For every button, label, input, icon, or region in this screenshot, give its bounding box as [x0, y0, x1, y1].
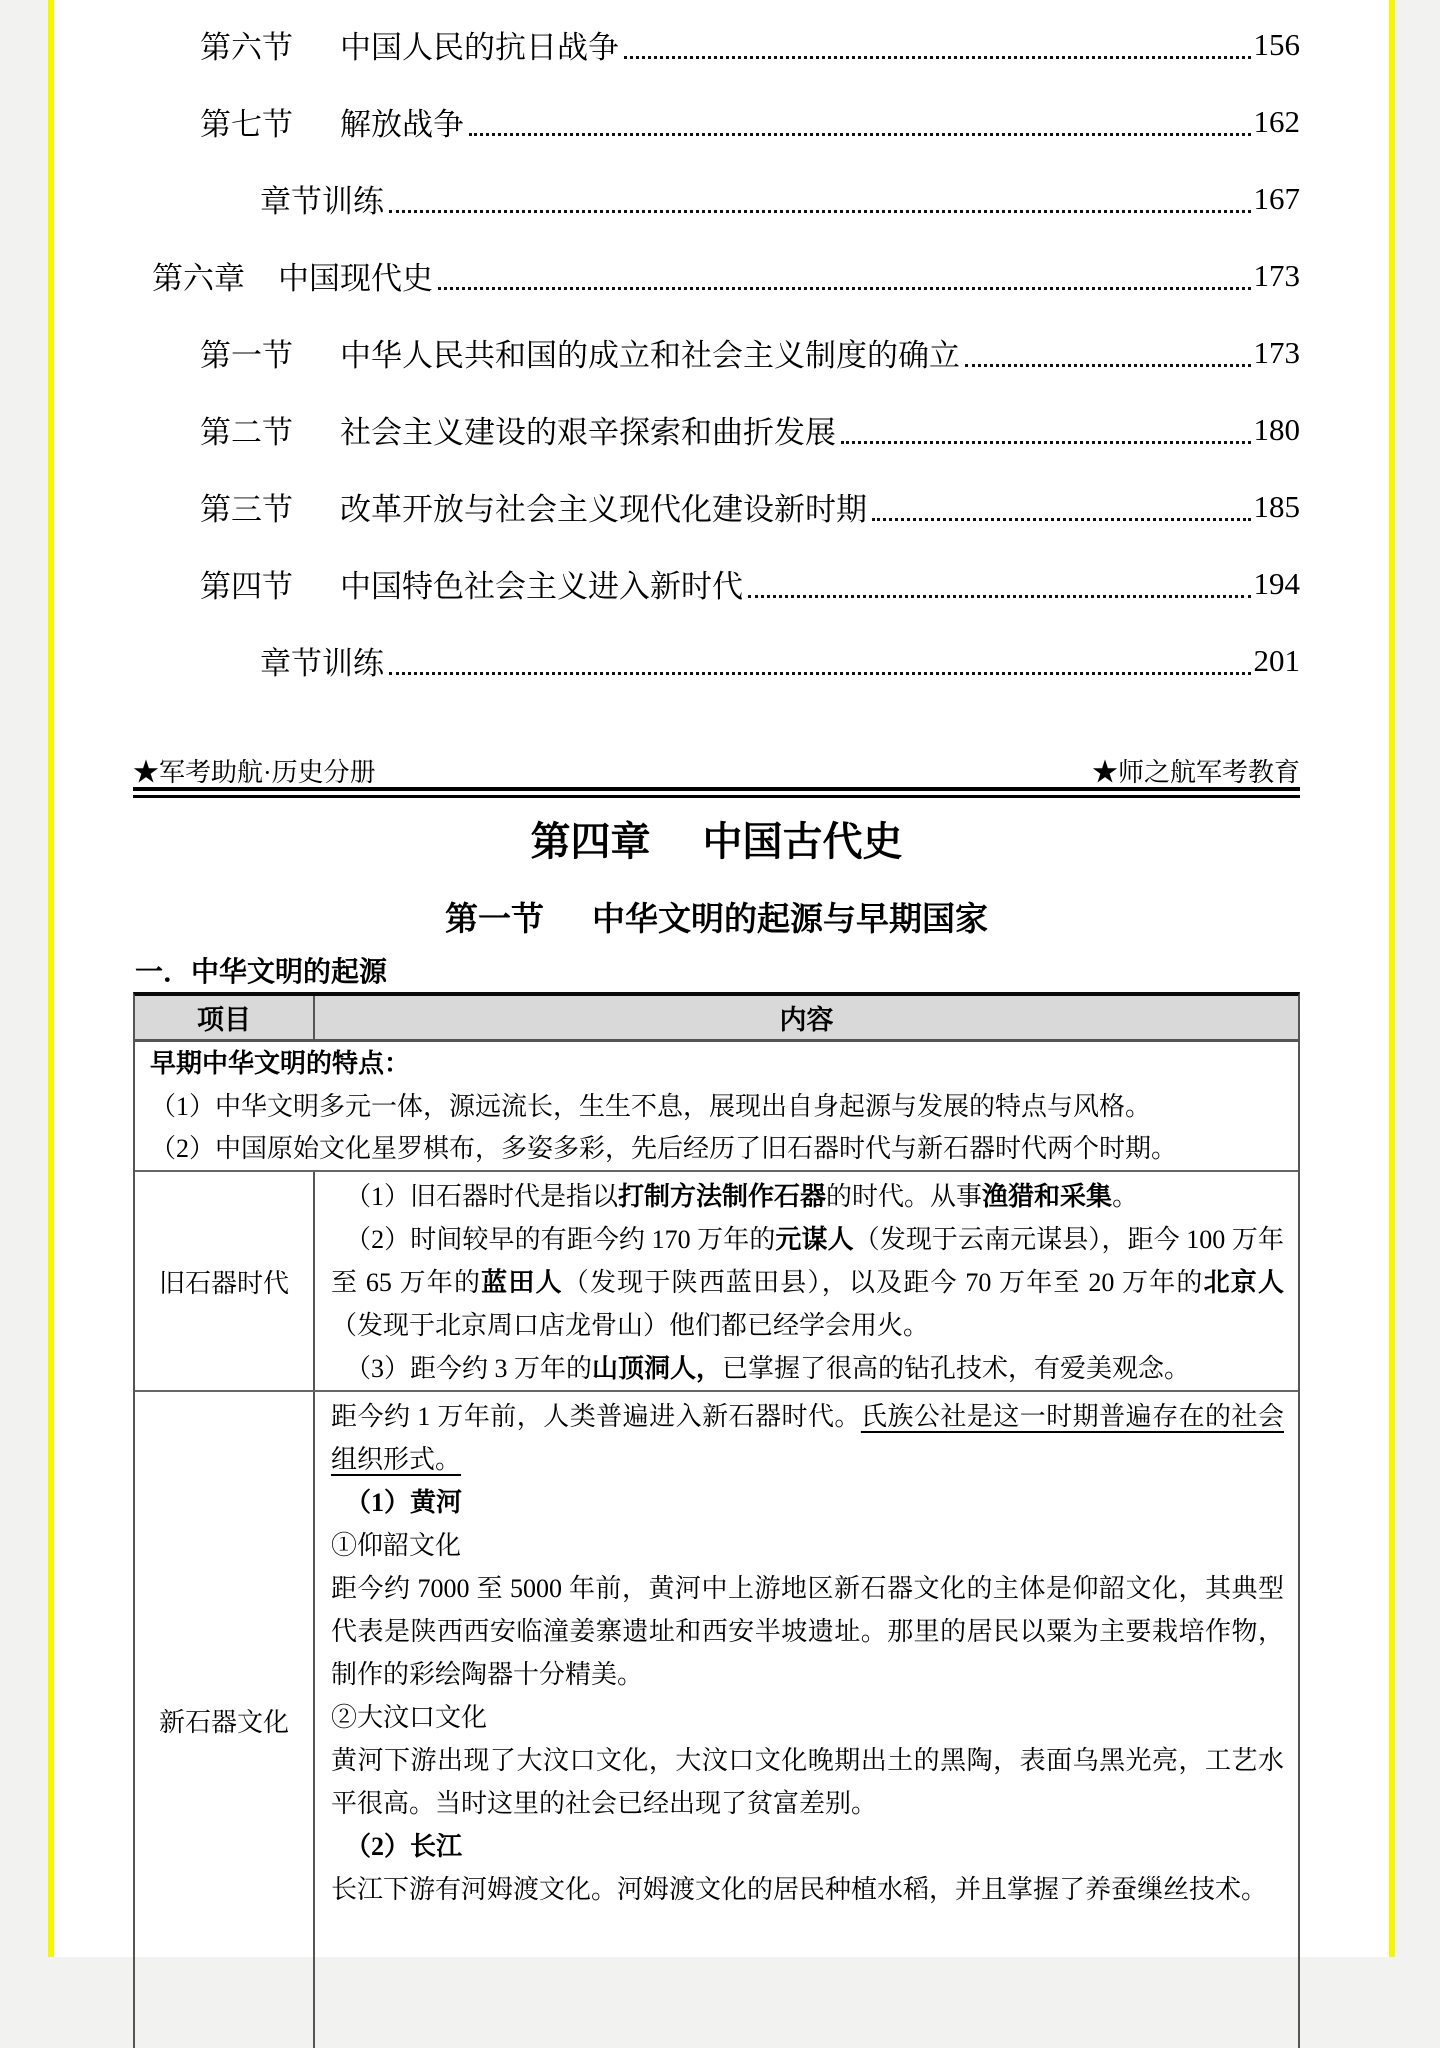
content-table	[133, 992, 1300, 2048]
running-head-left: ★军考助航·历史分册	[133, 758, 376, 787]
toc-entry-title: 解放战争	[340, 107, 464, 142]
subsection-heading: 一．中华文明的起源	[135, 957, 388, 988]
toc-page-number: 185	[1253, 488, 1300, 524]
right-edge-stripe	[1389, 0, 1395, 1957]
neolithic-text: 距今约 1 万年前，人类普遍进入新石器时代。氏族公社是这一时期普遍存在的社会组织形式。 （1）黄河 ①仰韶文化 距今约 7000 至 5000 年前，黄河中上游地区新石器文化的主体是仰韶文化，其典型代表是陕西西安临潼姜寨遗址和西安半坡遗址。那里的居民以粟为主要栽培作物，制作的彩绘陶器十分精美。 ②大汶口文化 黄河下游出现了大汶口文化，大汶口文化晚期出土的黑陶，表面乌黑光亮，工艺水平很高。当时这里的社会已经出现了贫富差别。 （2）长江 长江下游有河姆渡文化。河姆渡文化的居民种植水稻，并且掌握了养蚕缫丝技术。	[331, 1402, 1284, 1904]
column-header-content: 内容	[779, 1005, 834, 1035]
running-head	[133, 752, 1300, 789]
toc-page-number: 173	[1253, 334, 1300, 370]
toc-entry-label: 第三节	[200, 492, 293, 527]
toc-page-number: 156	[1253, 26, 1300, 62]
toc-page-number: 167	[1253, 180, 1300, 216]
toc-entry-title: 中华人民共和国的成立和社会主义制度的确立	[340, 338, 960, 373]
table-row-overview	[135, 1042, 1298, 1172]
page-content	[133, 0, 1300, 1957]
header-double-rule	[133, 787, 1300, 798]
toc-dot-leader	[965, 338, 1251, 367]
overview-text: 早期中华文明的特点： （1）中华文明多元一体，源远流长，生生不息，展现出自身起源与发展的特点与风格。 （2）中国原始文化星罗棋布，多姿多彩，先后经历了旧石器时代与新石器时代两个时期。	[150, 1049, 1178, 1163]
section-title-label: 第一节	[445, 902, 544, 938]
toc-entry	[133, 391, 1300, 468]
toc-dot-leader	[748, 569, 1251, 598]
left-edge-stripe	[48, 0, 54, 1957]
toc-page-number: 194	[1253, 565, 1300, 601]
toc-entry	[133, 237, 1300, 314]
toc-entry	[133, 314, 1300, 391]
toc-entry-title: 中国人民的抗日战争	[340, 30, 619, 65]
toc-entry-title: 社会主义建设的艰辛探索和曲折发展	[340, 415, 836, 450]
toc-dot-leader	[469, 107, 1251, 136]
column-header-item: 项目	[135, 996, 315, 1039]
toc-dot-leader	[624, 30, 1251, 59]
toc-entry-title: 中国现代史	[278, 261, 433, 296]
toc-entry-label: 第六节	[200, 30, 293, 65]
row-label-paleolithic: 旧石器时代	[135, 1172, 315, 1390]
chapter-title	[133, 810, 1300, 867]
toc-dot-leader	[389, 646, 1251, 675]
toc-page-number: 180	[1253, 411, 1300, 447]
toc-entry-label: 第二节	[200, 415, 293, 450]
toc-entry	[133, 6, 1300, 83]
toc-entry	[133, 83, 1300, 160]
toc-entry-label: 第七节	[200, 107, 293, 142]
table-row-neolithic	[135, 1392, 1298, 2048]
toc-entry	[133, 160, 1300, 237]
table-row-paleolithic	[135, 1172, 1298, 1392]
row-label-neolithic: 新石器文化	[135, 1392, 315, 2048]
toc-entry-title: 章节训练	[260, 646, 384, 681]
toc-entry-label: 第一节	[200, 338, 293, 373]
toc-entry-title: 中国特色社会主义进入新时代	[340, 569, 743, 604]
toc-entry-title: 章节训练	[260, 184, 384, 219]
table-header-row	[135, 996, 1298, 1042]
toc-dot-leader	[841, 415, 1251, 444]
toc-dot-leader	[872, 492, 1251, 521]
section-title	[133, 893, 1300, 940]
paleolithic-text: （1）旧石器时代是指以打制方法制作石器的时代。从事渔猎和采集。 （2）时间较早的有距今约 170 万年的元谋人（发现于云南元谋县），距今 100 万年至 65 万年的蓝田人（发现于陕西蓝田县），以及距今 70 万年至 20 万年的北京人（发现于北京周口店龙骨山）他们都已经学会用火。 （3）距今约 3 万年的山顶洞人，已掌握了很高的钻孔技术，有爱美观念。	[331, 1182, 1284, 1383]
toc-entry-label: 第四节	[200, 569, 293, 604]
toc-entry-label: 第六章	[152, 261, 245, 296]
toc-page-number: 173	[1253, 257, 1300, 293]
toc-entry	[133, 545, 1300, 622]
toc-page-number: 162	[1253, 103, 1300, 139]
chapter-title-label: 第四章	[530, 819, 651, 864]
toc-dot-leader	[438, 261, 1251, 290]
toc-page-number: 201	[1253, 642, 1300, 678]
section-title-text: 中华文明的起源与早期国家	[592, 902, 988, 938]
running-head-right: ★师之航军考教育	[1091, 758, 1300, 787]
chapter-title-text: 中国古代史	[702, 819, 903, 864]
table-of-contents	[133, 6, 1300, 699]
toc-entry	[133, 468, 1300, 545]
toc-entry-title: 改革开放与社会主义现代化建设新时期	[340, 492, 867, 527]
toc-entry	[133, 622, 1300, 699]
toc-dot-leader	[389, 184, 1251, 213]
